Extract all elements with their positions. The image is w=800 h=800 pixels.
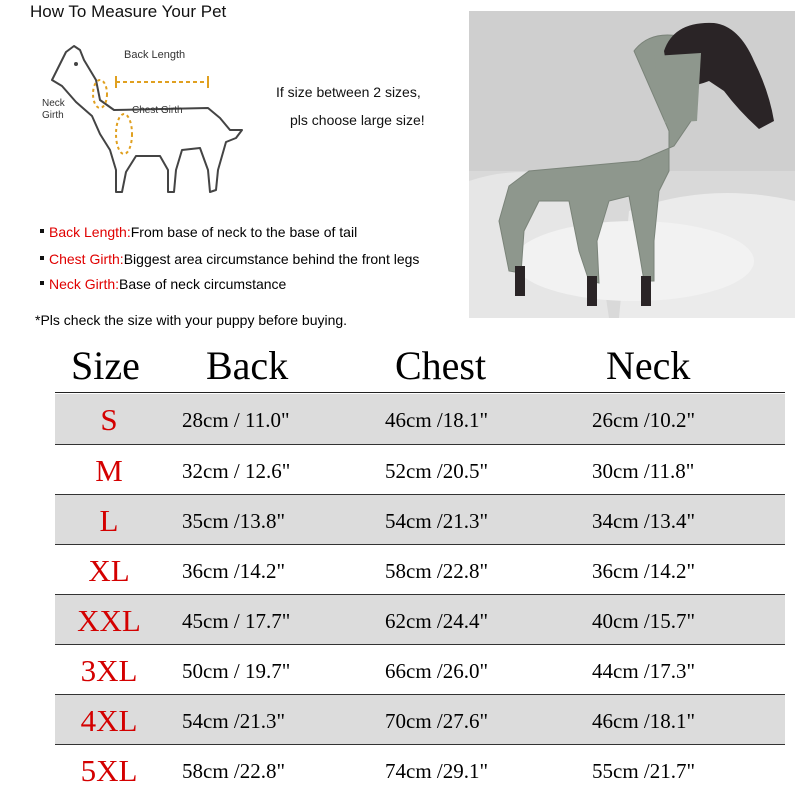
definition-back-length: Back Length:From base of neck to the base of tail — [40, 224, 357, 240]
size-chart-table — [55, 338, 785, 788]
table-row — [55, 445, 785, 495]
neck-girth-label-2: Girth — [42, 110, 64, 121]
chest-value: 62cm /24.4" — [385, 609, 489, 633]
neck-value: 36cm /14.2" — [592, 559, 696, 583]
size-tip-line-1: If size between 2 sizes, — [276, 84, 421, 100]
neck-girth-label: Neck — [42, 98, 65, 109]
chest-value: 58cm /22.8" — [385, 559, 489, 583]
measurement-diagram — [40, 30, 265, 205]
page-title: How To Measure Your Pet — [30, 2, 227, 21]
size-tip-line-2: pls choose large size! — [290, 112, 425, 128]
size-label: L — [99, 503, 119, 538]
table-row — [55, 645, 785, 695]
header-size: Size — [71, 343, 140, 388]
back-value: 35cm /13.8" — [182, 509, 286, 533]
chest-value: 46cm /18.1" — [385, 408, 489, 432]
chest-value: 70cm /27.6" — [385, 709, 489, 733]
back-value: 28cm / 11.0" — [182, 408, 290, 432]
size-label: S — [100, 402, 118, 437]
header-back: Back — [206, 343, 289, 388]
neck-value: 44cm /17.3" — [592, 659, 696, 683]
size-label: M — [95, 453, 123, 488]
chest-value: 66cm /26.0" — [385, 659, 489, 683]
table-row — [55, 495, 785, 545]
size-label: XXL — [77, 603, 141, 638]
table-row — [55, 745, 785, 795]
back-value: 36cm /14.2" — [182, 559, 286, 583]
table-row — [55, 394, 785, 444]
back-value: 45cm / 17.7" — [182, 609, 291, 633]
bullet-icon — [40, 256, 44, 260]
neck-value: 55cm /21.7" — [592, 759, 696, 783]
back-value: 54cm /21.3" — [182, 709, 286, 733]
header-neck: Neck — [606, 343, 691, 388]
chest-girth-label: Chest Girth — [132, 105, 183, 116]
dog-outline-illustration — [40, 30, 265, 205]
definition-neck-girth: Neck Girth:Base of neck circumstance — [40, 276, 286, 292]
back-value: 32cm / 12.6" — [182, 459, 291, 483]
chest-value: 54cm /21.3" — [385, 509, 489, 533]
definition-chest-girth: Chest Girth:Biggest area circumstance behind the front legs — [40, 251, 419, 267]
table-row — [55, 545, 785, 595]
table-header — [55, 338, 785, 393]
neck-value: 40cm /15.7" — [592, 609, 696, 633]
neck-value: 34cm /13.4" — [592, 509, 696, 533]
table-row — [55, 695, 785, 745]
header-chest: Chest — [395, 343, 487, 388]
bullet-icon — [40, 281, 44, 285]
chest-value: 74cm /29.1" — [385, 759, 489, 783]
neck-value: 46cm /18.1" — [592, 709, 696, 733]
bullet-icon — [40, 229, 44, 233]
size-check-note: *Pls check the size with your puppy before buying. — [35, 312, 348, 328]
size-label: 3XL — [80, 653, 138, 688]
back-value: 50cm / 19.7" — [182, 659, 291, 683]
chest-value: 52cm /20.5" — [385, 459, 489, 483]
dog-in-jumpsuit-image — [469, 11, 795, 318]
neck-value: 26cm /10.2" — [592, 408, 696, 432]
table-row — [55, 595, 785, 645]
neck-value: 30cm /11.8" — [592, 459, 695, 483]
size-label: 4XL — [80, 703, 138, 738]
back-value: 58cm /22.8" — [182, 759, 286, 783]
product-photo — [469, 11, 795, 318]
back-length-label: Back Length — [124, 49, 186, 61]
size-label: XL — [88, 553, 130, 588]
size-label: 5XL — [80, 753, 138, 788]
